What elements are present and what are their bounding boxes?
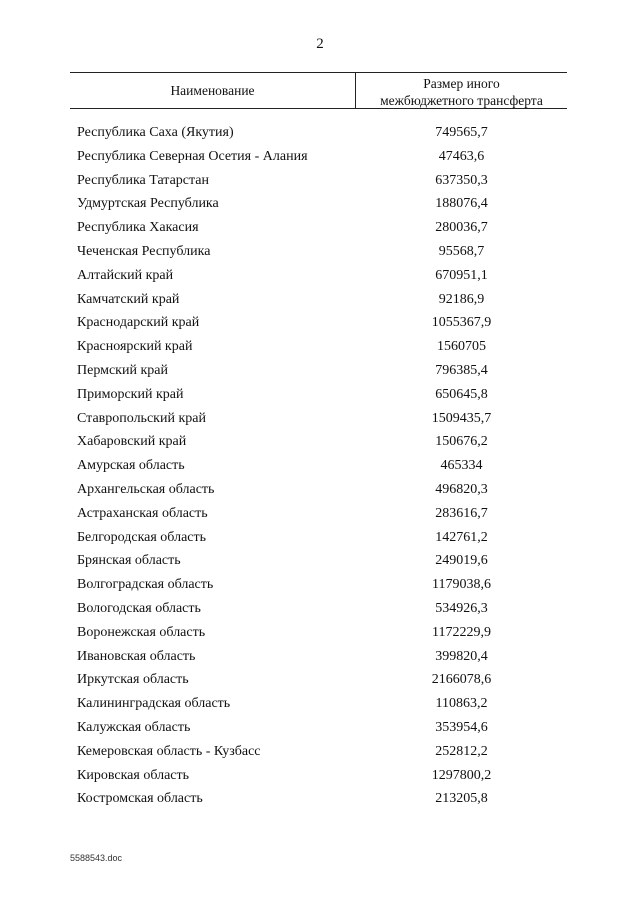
transfer-amount: 283616,7: [435, 505, 488, 521]
region-name: Иркутская область: [77, 672, 189, 688]
region-name: Чеченская Республика: [77, 243, 211, 259]
transfer-amount: 1560705: [437, 339, 486, 355]
transfer-amount: 534926,3: [435, 600, 488, 616]
transfer-amount: 796385,4: [435, 362, 488, 378]
table-row: [0, 768, 640, 792]
region-name: Пермский край: [77, 362, 168, 378]
table-row: [0, 125, 640, 149]
transfer-amount: 213205,8: [435, 791, 488, 807]
transfer-amount: 252812,2: [435, 743, 488, 759]
table-row: [0, 458, 640, 482]
region-name: Республика Татарстан: [77, 172, 210, 188]
region-name: Брянская область: [77, 553, 181, 569]
table-row: [0, 434, 640, 458]
transfer-amount: 670951,1: [435, 267, 488, 283]
transfer-amount: 496820,3: [435, 481, 488, 497]
region-name: Вологодская область: [77, 600, 201, 616]
region-name: Ставропольский край: [77, 410, 206, 426]
table-row: [0, 791, 640, 815]
transfer-amount: 465334: [440, 458, 483, 474]
table-row: [0, 315, 640, 339]
table-row: [0, 411, 640, 435]
region-name: Красноярский край: [77, 339, 193, 355]
table-row: [0, 672, 640, 696]
region-name: Ивановская область: [77, 648, 196, 664]
table-body: [0, 125, 640, 815]
table-row: [0, 744, 640, 768]
table-row: [0, 553, 640, 577]
transfer-amount: 637350,3: [435, 172, 488, 188]
transfer-amount: 47463,6: [438, 148, 485, 164]
region-name: Калининградская область: [77, 696, 231, 712]
region-name: Воронежская область: [77, 624, 206, 640]
table-row: [0, 268, 640, 292]
column-header-amount-line2: межбюджетного трансферта: [380, 93, 543, 108]
table-row: [0, 482, 640, 506]
transfer-amount: 353954,6: [435, 719, 488, 735]
document-code: 5588543.doc: [70, 853, 123, 863]
region-name: Белгородская область: [77, 529, 207, 545]
table-row: [0, 696, 640, 720]
table-row: [0, 196, 640, 220]
region-name: Астраханская область: [77, 505, 208, 521]
transfer-amount: 249019,6: [435, 553, 488, 569]
table-row: [0, 649, 640, 673]
header-top-rule: [70, 72, 567, 73]
region-name: Кировская область: [77, 767, 190, 783]
table-row: [0, 149, 640, 173]
table-row: [0, 577, 640, 601]
region-name: Архангельская область: [77, 481, 215, 497]
transfer-amount: 188076,4: [435, 196, 488, 212]
page-number: 2: [316, 36, 324, 52]
column-header-amount: [356, 75, 567, 109]
transfer-amount: 280036,7: [435, 220, 488, 236]
table-row: [0, 173, 640, 197]
transfer-amount: 92186,9: [438, 291, 485, 307]
region-name: Краснодарский край: [77, 315, 200, 331]
transfer-amount: 1172229,9: [432, 624, 491, 640]
header-bottom-rule: [70, 108, 567, 109]
region-name: Алтайский край: [77, 267, 174, 283]
region-name: Хабаровский край: [77, 434, 187, 450]
column-header-name: Наименование: [170, 83, 255, 98]
transfer-amount: 142761,2: [435, 529, 488, 545]
table-row: [0, 244, 640, 268]
table-row: [0, 625, 640, 649]
table-row: [0, 363, 640, 387]
column-header-amount-line1: Размер иного: [423, 76, 500, 91]
table-row: [0, 530, 640, 554]
table-row: [0, 387, 640, 411]
table-row: [0, 220, 640, 244]
transfer-amount: 1297800,2: [431, 767, 492, 783]
transfer-amount: 1509435,7: [431, 410, 492, 426]
table-row: [0, 292, 640, 316]
transfer-amount: 650645,8: [435, 386, 488, 402]
transfer-amount: 1055367,9: [431, 315, 492, 331]
table-row: [0, 339, 640, 363]
transfer-amount: 1179038,6: [432, 577, 491, 593]
region-name: Республика Саха (Якутия): [77, 125, 234, 140]
region-name: Удмуртская Республика: [77, 196, 219, 212]
region-name: Костромская область: [77, 791, 203, 807]
transfer-amount: 95568,7: [438, 243, 485, 259]
region-name: Кемеровская область - Кузбасс: [77, 743, 261, 759]
region-name: Камчатский край: [77, 291, 180, 307]
region-name: Волгоградская область: [77, 577, 214, 593]
transfer-amount: 110863,2: [435, 696, 488, 712]
region-name: Республика Хакасия: [77, 220, 199, 236]
table-row: [0, 506, 640, 530]
region-name: Амурская область: [77, 458, 185, 474]
region-name: Калужская область: [77, 719, 191, 735]
region-name: Приморский край: [77, 386, 184, 402]
transfer-amount: 150676,2: [435, 434, 488, 450]
transfer-amount: 399820,4: [435, 648, 488, 664]
table-row: [0, 720, 640, 744]
transfer-amount: 749565,7: [435, 125, 488, 140]
transfer-amount: 2166078,6: [431, 672, 492, 688]
region-name: Республика Северная Осетия - Алания: [77, 148, 308, 164]
table-row: [0, 601, 640, 625]
